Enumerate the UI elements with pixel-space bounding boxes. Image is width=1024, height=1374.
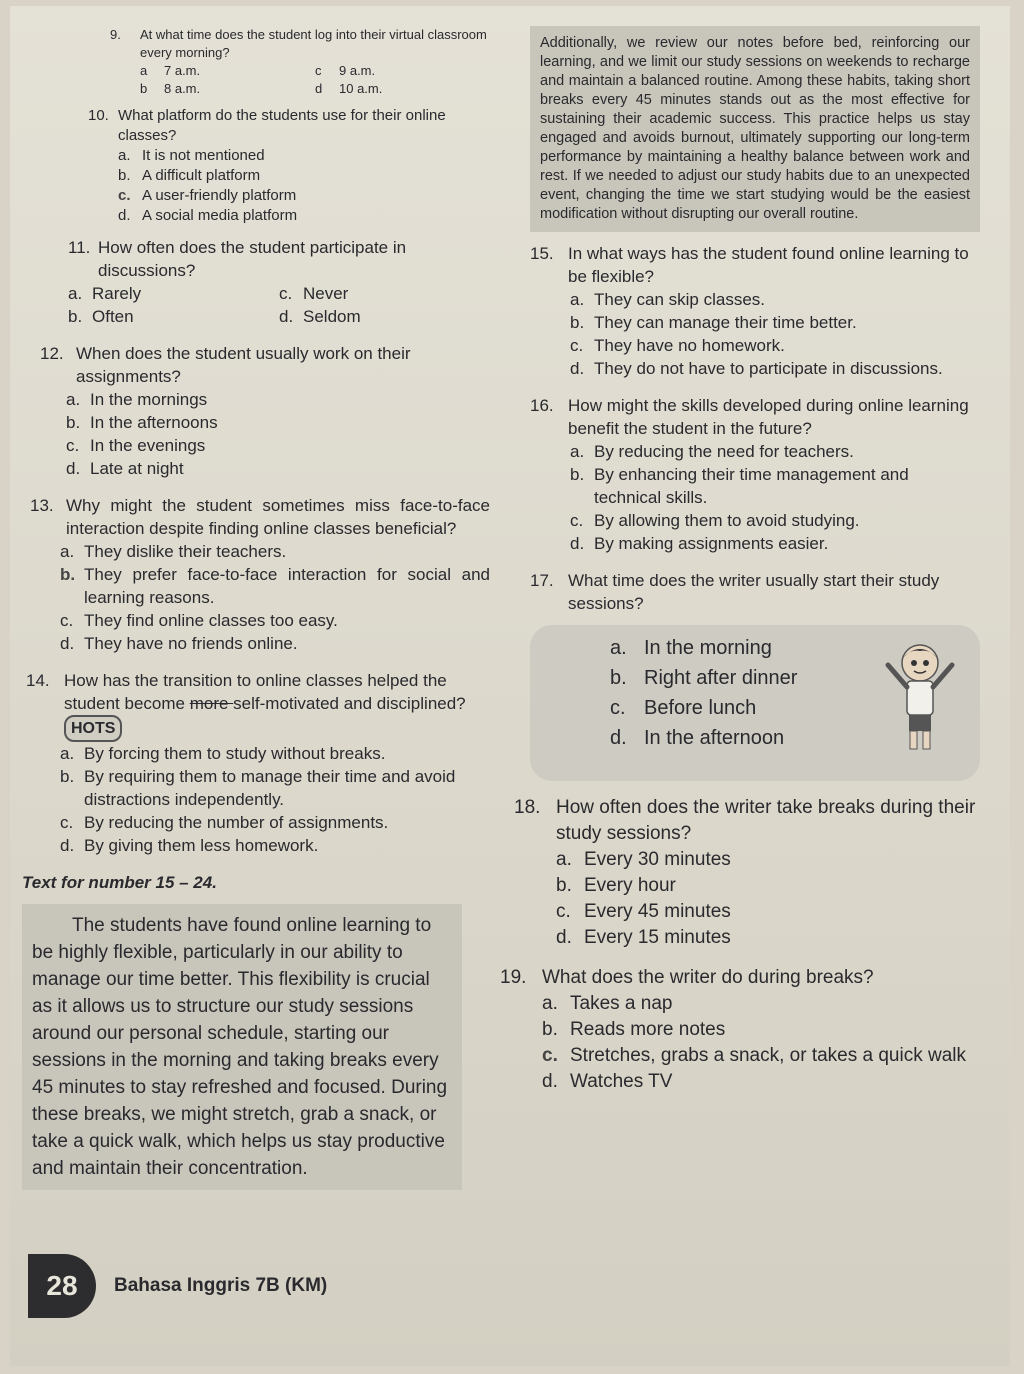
- page-number: 28: [28, 1254, 96, 1318]
- left-column: [22, 26, 490, 1190]
- textbook-page: [10, 6, 1010, 1366]
- option: c. Before lunch: [610, 697, 757, 719]
- option: b. In the afternoons: [66, 413, 218, 432]
- question-9: [50, 26, 490, 98]
- question-19: [500, 965, 980, 1095]
- question-14: [26, 669, 490, 857]
- option: d. Seldom: [279, 307, 361, 326]
- option: b. Every hour: [556, 875, 676, 896]
- option: b. By requiring them to manage their time and avoid distractions independently.: [60, 767, 456, 809]
- option: a. It is not mentioned: [118, 147, 265, 164]
- question-10: [50, 106, 490, 226]
- option: b. Often: [68, 307, 134, 326]
- option: d. Late at night: [66, 459, 184, 478]
- question-number: 13.: [30, 496, 54, 515]
- question-number: 10.: [88, 107, 109, 124]
- question-number: 9.: [110, 27, 121, 42]
- option: a. Rarely: [68, 284, 142, 303]
- question-text: In what ways has the student found online learning to be flexible?: [568, 244, 969, 286]
- option: a. They dislike their teachers.: [60, 542, 287, 561]
- option: b. By enhancing their time management and technical skills.: [570, 465, 909, 507]
- question-text: At what time does the student log into their virtual classroom every morning?: [140, 27, 487, 60]
- reading-passage: The students have found online learning to be highly flexible, particularly in our ability to manage our time better. This flexibility is crucial as it allows us to structure our study sessions around our personal schedule, starting our sessions in the morning and taking breaks every 45 minutes to stay refreshed and focused. During these breaks, we might stretch, grab a snack, or take a quick walk, which helps us stay productive and maintain their concentration.: [22, 904, 462, 1190]
- option: c. Never: [279, 284, 349, 303]
- question-text: How often does the writer take breaks during their study sessions?: [556, 797, 976, 844]
- option: c. They have no homework.: [570, 336, 785, 355]
- option: d. Every 15 minutes: [556, 927, 731, 948]
- question-12: [40, 342, 490, 480]
- question-number: 19.: [500, 967, 527, 988]
- question-text: How often does the student participate in discussions?: [98, 238, 407, 280]
- question-15: [530, 242, 980, 380]
- question-text: What time does the writer usually start their study sessions?: [568, 571, 940, 613]
- right-column: [500, 26, 980, 1109]
- option: b. They prefer face-to-face interaction for social and learning reasons.: [60, 565, 490, 607]
- question-16: [530, 394, 980, 555]
- option: b. They can manage their time better.: [570, 313, 857, 332]
- option: d. By making assignments easier.: [570, 534, 829, 553]
- question-text: When does the student usually work on their assignments?: [76, 344, 411, 386]
- question-number: 16.: [530, 396, 554, 415]
- question-text: How might the skills developed during online learning benefit the student in the future?: [568, 396, 969, 438]
- book-title: Bahasa Inggris 7B (KM): [114, 1275, 328, 1296]
- option: c. A user-friendly platform: [118, 187, 297, 204]
- question-number: 15.: [530, 244, 554, 263]
- option: a. Every 30 minutes: [556, 849, 731, 870]
- option: d. They have no friends online.: [60, 634, 298, 653]
- student-illustration: [880, 635, 960, 755]
- question-number: 12.: [40, 344, 64, 363]
- option: d. In the afternoon: [610, 727, 785, 749]
- option: d. They do not have to participate in discussions.: [570, 359, 943, 378]
- text-for-heading: Text for number 15 – 24.: [22, 873, 217, 892]
- question-number: 11.: [68, 238, 91, 257]
- question-number: 18.: [514, 797, 541, 818]
- option: a. By forcing them to study without breaks.: [60, 744, 386, 763]
- option: c. In the evenings: [66, 436, 206, 455]
- question-17: [530, 569, 980, 781]
- option: c. Every 45 minutes: [556, 901, 731, 922]
- question-18: [514, 795, 980, 951]
- option: c. By allowing them to avoid studying.: [570, 511, 860, 530]
- option: a. Takes a nap: [542, 993, 673, 1014]
- option: c. They find online classes too easy.: [60, 611, 338, 630]
- option: b. Reads more notes: [542, 1019, 726, 1040]
- struck-text: more: [189, 694, 234, 713]
- option: d. A social media platform: [118, 207, 298, 224]
- option: b 8 a.m.: [140, 81, 201, 96]
- option: a. In the morning: [610, 637, 772, 659]
- option: b. Right after dinner: [610, 667, 798, 689]
- question-text: Why might the student sometimes miss face-to-face interaction despite finding online classes beneficial?: [66, 496, 490, 538]
- question-number: 14.: [26, 671, 50, 690]
- question-number: 17.: [530, 571, 554, 590]
- passage-continued: Additionally, we review our notes before bed, reinforcing our learning, and we limit our study sessions on weekends to recharge and maintain a balanced routine. Among these habits, taking short breaks every 45 minutes stands out as the most effective for sustaining their academic success. This practice helps us stay engaged and avoids burnout, ultimately supporting our long-term performance by maintaining a healthy balance between work and rest. If we needed to adjust our study habits due to an unexpected event, changing the time we start studying would be the easiest modification without disrupting our overall routine.: [530, 26, 980, 232]
- question-13: [30, 494, 490, 655]
- option: a. They can skip classes.: [570, 290, 766, 309]
- question-text: What platform do the students use for their online classes?: [118, 107, 446, 144]
- option: b. A difficult platform: [118, 167, 261, 184]
- option: c. Stretches, grabs a snack, or takes a quick walk: [542, 1045, 967, 1066]
- option: c. By reducing the number of assignments.: [60, 813, 389, 832]
- option: d. Watches TV: [542, 1071, 673, 1092]
- options-box: [530, 625, 980, 781]
- question-11: [50, 236, 490, 328]
- option: d. By giving them less homework.: [60, 836, 319, 855]
- option: c 9 a.m.: [315, 63, 376, 78]
- option: a. By reducing the need for teachers.: [570, 442, 854, 461]
- option: a. In the mornings: [66, 390, 208, 409]
- question-text: What does the writer do during breaks?: [542, 967, 874, 988]
- option: a 7 a.m.: [140, 63, 201, 78]
- hots-badge: HOTS: [64, 715, 122, 742]
- page-footer: [28, 1254, 327, 1318]
- question-text: How has the transition to online classes helped the student become more self-motivated and disciplined? HOTS: [64, 669, 490, 742]
- option: d 10 a.m.: [315, 81, 383, 96]
